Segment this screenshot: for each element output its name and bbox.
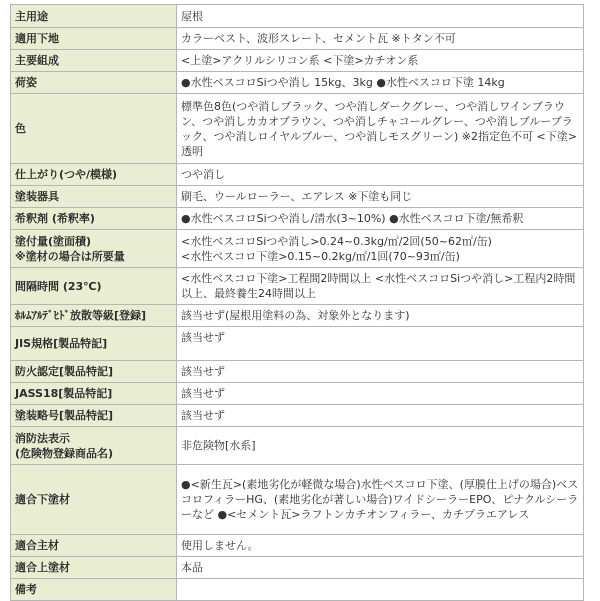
table-row — [11, 230, 584, 268]
row-label: 主要組成 — [11, 50, 177, 72]
row-value: つや消し — [177, 164, 584, 186]
table-row — [11, 535, 584, 557]
table-row — [11, 186, 584, 208]
table-row — [11, 383, 584, 405]
row-label: JASS18[製品特記] — [11, 383, 177, 405]
row-label: 希釈剤 (希釈率) — [11, 208, 177, 230]
row-value: ●水性ベスコロSiつや消し 15kg、3kg ●水性ベスコロ下塗 14kg — [177, 72, 584, 94]
row-value: <水性ベスコロSiつや消し>0.24~0.3kg/㎡/2回(50~62㎡/缶) <水性ベスコロ下塗>0.15~0.2kg/㎡/1回(70~93㎡/缶) — [177, 230, 584, 268]
table-row — [11, 427, 584, 465]
row-label: 仕上がり(つや/模様) — [11, 164, 177, 186]
row-label: 適用下地 — [11, 28, 177, 50]
table-row — [11, 5, 584, 28]
row-value: 該当せず(屋根用塗料の為、対象外となります) — [177, 305, 584, 327]
table-row — [11, 361, 584, 383]
row-value: カラーベスト、波形スレート、セメント瓦 ※トタン不可 — [177, 28, 584, 50]
row-label: 備考 — [11, 579, 177, 601]
table-row — [11, 164, 584, 186]
table-row — [11, 268, 584, 305]
row-value: 非危険物[水系] — [177, 427, 584, 465]
table-row — [11, 305, 584, 327]
row-value: 該当せず — [177, 327, 584, 361]
table-row — [11, 28, 584, 50]
row-label: 消防法表示 (危険物登録商品名) — [11, 427, 177, 465]
table-row — [11, 72, 584, 94]
row-value: 屋根 — [177, 5, 584, 28]
row-label: ﾎﾙﾑｱﾙﾃﾞﾋﾄﾞ放散等級[登録] — [11, 305, 177, 327]
row-value: <上塗>アクリルシリコン系 <下塗>カチオン系 — [177, 50, 584, 72]
row-value: ●<新生瓦>(素地劣化が軽微な場合)水性ベスコロ下塗、(厚膜仕上げの場合)ベスコロフィラーHG、(素地劣化が著しい場合)ワイドシーラーEPO、ピナクルシーラーなど ●<セメント瓦>ラフトンカチオンフィラー、カチプラエアレス — [177, 465, 584, 535]
row-label: 適合主材 — [11, 535, 177, 557]
row-label: 防火認定[製品特記] — [11, 361, 177, 383]
row-label: 主用途 — [11, 5, 177, 28]
table-row — [11, 465, 584, 535]
table-row — [11, 405, 584, 427]
row-label: 適合上塗材 — [11, 557, 177, 579]
table-row — [11, 50, 584, 72]
row-value: 該当せず — [177, 361, 584, 383]
row-value: <水性ベスコロ下塗>工程間2時間以上 <水性ベスコロSiつや消し>工程内2時間以上、最終養生24時間以上 — [177, 268, 584, 305]
row-label: 色 — [11, 94, 177, 164]
table-row — [11, 557, 584, 579]
spec-table — [10, 4, 584, 601]
row-value: 該当せず — [177, 383, 584, 405]
row-label: 荷姿 — [11, 72, 177, 94]
row-value: 使用しません。 — [177, 535, 584, 557]
row-value: 標準色8色(つや消しブラック、つや消しダークグレー、つや消しワインブラウン、つや消しカカオブラウン、つや消しチャコールグレー、つや消しブルーブラック、つや消しロイヤルブルー、つや消しモスグリーン) ※2指定色不可 <下塗>透明 — [177, 94, 584, 164]
table-row — [11, 208, 584, 230]
row-label: 塗装器具 — [11, 186, 177, 208]
row-value: ●水性ベスコロSiつや消し/清水(3~10%) ●水性ベスコロ下塗/無希釈 — [177, 208, 584, 230]
row-value: 本品 — [177, 557, 584, 579]
row-label: 塗付量(塗面積) ※塗材の場合は所要量 — [11, 230, 177, 268]
row-value — [177, 579, 584, 601]
row-label: JIS規格[製品特記] — [11, 327, 177, 361]
row-value: 刷毛、ウールローラー、エアレス ※下塗も同じ — [177, 186, 584, 208]
table-row — [11, 579, 584, 601]
table-row — [11, 94, 584, 164]
row-label: 塗装略号[製品特記] — [11, 405, 177, 427]
table-row — [11, 327, 584, 361]
row-label: 間隔時間 (23℃) — [11, 268, 177, 305]
row-value: 該当せず — [177, 405, 584, 427]
row-label: 適合下塗材 — [11, 465, 177, 535]
